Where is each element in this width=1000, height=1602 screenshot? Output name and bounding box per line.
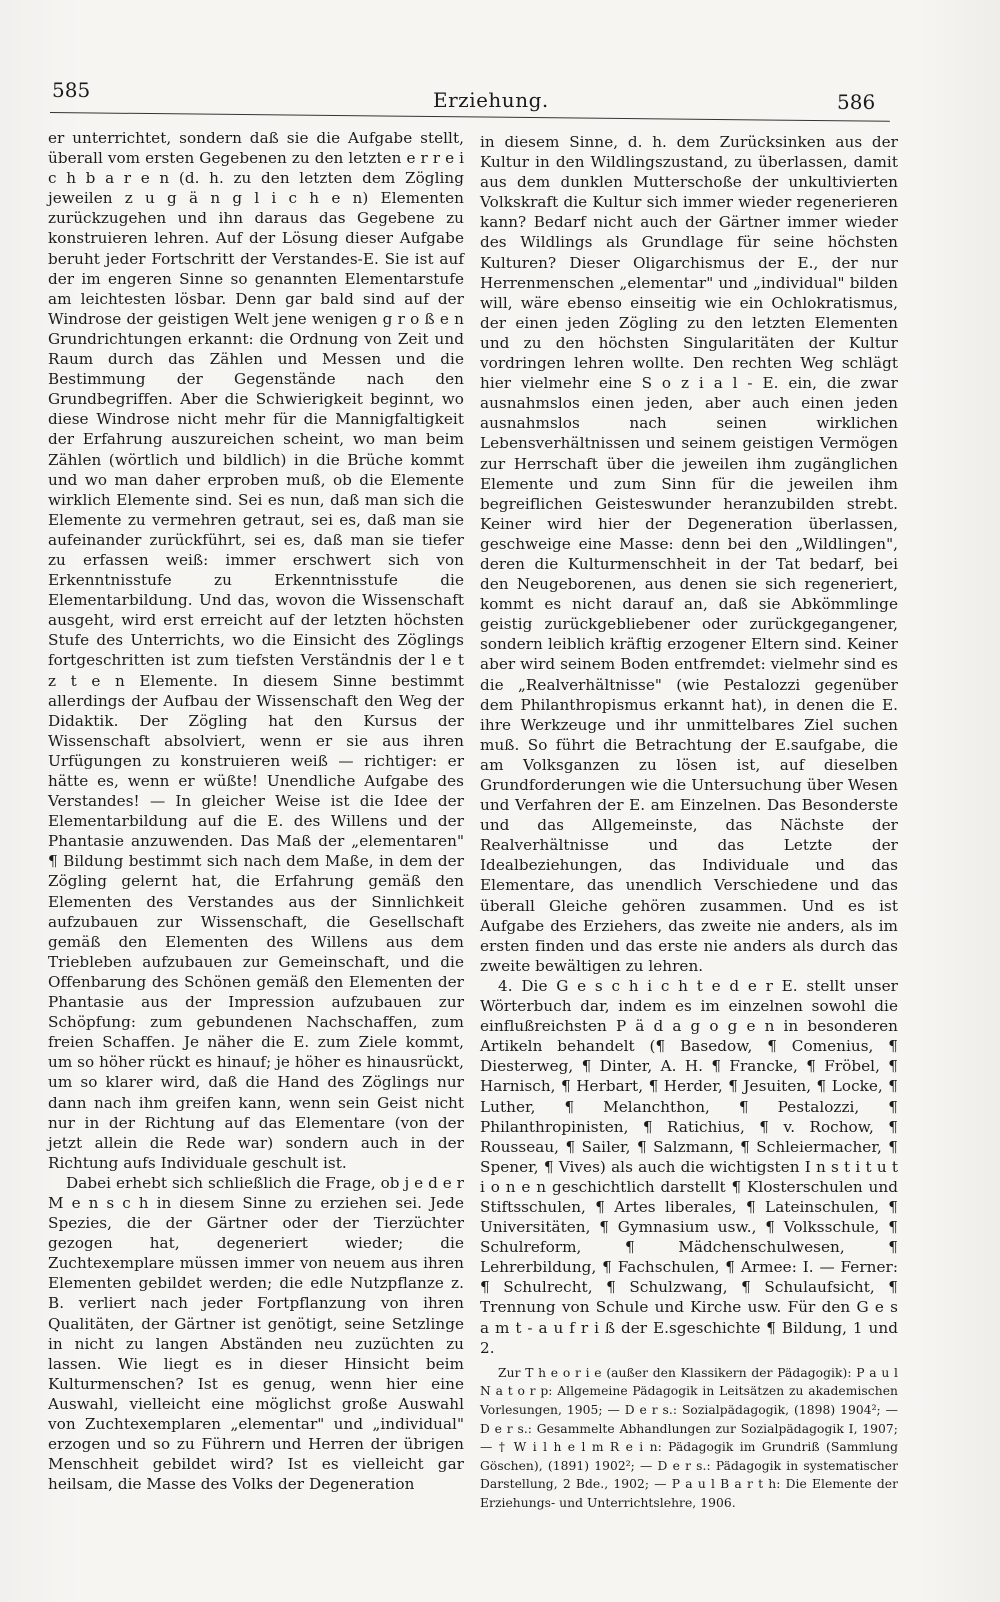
page-number-left: 585 bbox=[52, 78, 91, 102]
left-column bbox=[48, 128, 464, 1494]
paragraph: in diesem Sinne, d. h. dem Zurücksinken aus der Kultur in den Wildlingszustand, zu überlassen, damit aus dem dunklen Mutterschoße der unkultivierten Volkskraft die Kultur sich immer wieder regenerieren kann? Bedarf nicht auch der Gärtner immer wieder des Wildlings als Grundlage für seine höchsten Kulturen? Dieser Oligarchismus der E., der nur Herrenmenschen „elementar" und „individual" bilden will, wäre ebenso einseitig wie ein Ochlokratismus, der einen jeden Zögling zu den letzten Elementen und zu den höchsten Singularitäten der Kultur vordringen lehren wollte. Den rechten Weg schlägt hier vielmehr eine S o z i a l - E. ein, die zwar ausnahmslos einen jeden, aber auch einen jeden ausnahmslos nach seinen wirklichen Lebensverhältnissen und seinem geistigen Vermögen zur Herrschaft über die jeweilen ihm zugänglichen Elemente und zum Sinn für die jeweilen ihm begreiflichen Geisteswunder heranzubilden strebt. Keiner wird hier der Degeneration überlassen, geschweige eine Masse: denn bei den „Wildlingen", deren die Kulturmenschheit in der Tat bedarf, bei den Neugeborenen, aus denen sie sich regeneriert, kommt es nicht darauf an, daß sie Abkömmlinge geistig zurückgebliebener oder zurückgegangener, sondern leiblich kräftig erzogener Eltern sind. Keiner aber wird seinem Boden entfremdet: vielmehr sind es die „Realverhältnisse" (wie Pestalozzi gegenüber dem Philanthropismus erkannt hat), in denen die E. ihre Werkzeuge und ihr unmittelbares Ziel suchen muß. So führt die Betrachtung der E.saufgabe, die am Volksganzen zu lösen ist, auf dieselben Grundforderungen wie die Untersuchung über Wesen und Verfahren der E. am Einzelnen. Das Besonderste und das Allgemeinste, das Nächste der Realverhältnisse und das Letzte der Idealbeziehungen, das Individuale und das Elementare, das unendlich Verschiedene und das überall Gleiche gehören zusammen. Und es ist Aufgabe des Erziehers, das zweite nie anders, als im ersten finden und das erste nie anders als durch das zweite bewältigen zu lehren. bbox=[480, 133, 898, 975]
running-head: Erziehung. bbox=[433, 88, 549, 112]
right-column bbox=[480, 132, 898, 1512]
header-rule bbox=[50, 112, 890, 122]
paragraph: 4. Die G e s c h i c h t e d e r E. stellt unser Wörterbuch dar, indem es im einzelnen sowohl die einflußreichsten P ä d a g o g e n in besonderen Artikeln behandelt (¶ Basedow, ¶ Comenius, ¶ Diesterweg, ¶ Dinter, A. H. ¶ Francke, ¶ Fröbel, ¶ Harnisch, ¶ Herbart, ¶ Herder, ¶ Jesuiten, ¶ Locke, ¶ Luther, ¶ Melanchthon, ¶ Pestalozzi, ¶ Philanthropinisten, ¶ Ratichius, ¶ v. Rochow, ¶ Rousseau, ¶ Sailer, ¶ Salzmann, ¶ Schleiermacher, ¶ Spener, ¶ Vives) als auch die wichtigsten I n s t i t u t i o n e n geschichtlich darstellt ¶ Klosterschulen und Stiftsschulen, ¶ Artes liberales, ¶ Lateinschulen, ¶ Universitäten, ¶ Gymnasium usw., ¶ Volksschule, ¶ Schulreform, ¶ Mädchenschulwesen, ¶ Lehrerbildung, ¶ Fachschulen, ¶ Armee: I. — Ferner: ¶ Schulrecht, ¶ Schulzwang, ¶ Schulaufsicht, ¶ Trennung von Schule und Kirche usw. Für den G e s a m t - a u f r i ß der E.sgeschichte ¶ Bildung, 1 und 2. bbox=[480, 976, 898, 1357]
paragraph: Dabei erhebt sich schließlich die Frage, ob j e d e r M e n s c h in diesem Sinne zu erziehen sei. Jede Spezies, die der Gärtner oder der Tierzüchter gezogen hat, degeneriert wieder; die Zuchtexemplare müssen immer von neuem aus ihren Elementen gebildet werden; die edle Nutzpflanze z. B. verliert nach jeder Fortpflanzung von ihren Qualitäten, der Gärtner ist genötigt, seine Setzlinge in nicht zu langen Abständen neu zuzüchten zu lassen. Wie liegt es in dieser Hinsicht beim Kulturmenschen? Ist es genug, wenn hier eine Auswahl, vielleicht eine möglichst große Auswahl von Zuchtexemplaren „elementar" und „individual" erzogen und so zu Führern und Herren der übrigen Menschheit gebildet wird? Ist es vielleicht gar heilsam, die Masse des Volks der Degeneration bbox=[48, 1173, 464, 1494]
page-number-right: 586 bbox=[837, 90, 876, 114]
paragraph: er unterrichtet, sondern daß sie die Aufgabe stellt, überall vom ersten Gegebenen zu den letzten e r r e i c h b a r e n (d. h. zu den letzten dem Zögling jeweilen z u g ä n g l i c h e n) Elementen zurückzugehen und ihn daraus das Gegebene zu konstruieren lehren. Auf der Lösung dieser Aufgabe beruht jeder Fortschritt der Verstandes-E. Sie ist auf der im engeren Sinne so genannten Elementarstufe am leichtesten lösbar. Denn gar bald sind auf der Windrose der geistigen Welt jene wenigen g r o ß e n Grundrichtungen erkannt: die Ordnung von Zeit und Raum durch das Zählen und Messen und die Bestimmung der Gegenstände nach den Grundbegriffen. Aber die Schwierigkeit beginnt, wo diese Windrose nicht mehr für die Mannigfaltigkeit der Erfahrung auszureichen scheint, wo man beim Zählen (wörtlich und bildlich) in die Brüche kommt und wo man daher erproben muß, ob die Elemente wirklich Elemente sind. Sei es nun, daß man sich die Elemente zu vermehren getraut, sei es, daß man sie aufeinander zurückführt, sei es, daß man sie tiefer zu erfassen weiß: immer erschwert sich von Erkenntnisstufe zu Erkenntnisstufe die Elementarbildung. Und das, wovon die Wissenschaft ausgeht, wird erst erreicht auf der letzten höchsten Stufe des Unterrichts, wo die Einsicht des Zöglings fortgeschritten ist zum tiefsten Verständnis der l e t z t e n Elemente. In diesem Sinne bestimmt allerdings der Aufbau der Wissenschaft den Weg der Didaktik. Der Zögling hat den Kursus der Wissenschaft absolviert, wenn er sie aus ihren Urfügungen zu konstruieren weiß — richtiger: er hätte es, wenn er wüßte! Unendliche Aufgabe des Verstandes! — In gleicher Weise ist die Idee der Elementarbildung auf die E. des Willens und der Phantasie anzuwenden. Das Maß der „elementaren" ¶ Bildung bestimmt sich nach dem Maße, in dem der Zögling gelernt hat, die Erfahrung gemäß den Elementen des Verstandes aus der Sinnlichkeit aufzubauen zur Wissenschaft, die Gesellschaft gemäß den Elementen des Willens aus dem Triebleben aufzubauen zur Gemeinschaft, und die Offenbarung des Schönen gemäß den Elementen der Phantasie aus der Impression aufzubauen zur Schöpfung: zum gebundenen Nachschaffen, zum freien Schaffen. Je näher die E. zum Ziele kommt, um so höher rückt es hinauf; je höher es hinausrückt, um so klarer wird, daß die Hand des Zöglings nur dann nach ihm greifen kann, wenn sein Geist nicht nur in der Richtung auf das Elementare (von der jetzt allein die Rede war) sondern auch in der Richtung aufs Individuale geschult ist. bbox=[48, 129, 464, 1172]
bibliography: Zur T h e o r i e (außer den Klassikern der Pädagogik): P a u l N a t o r p: Allgemeine Pädagogik in Leitsätzen zu akademischen Vorlesungen, 1905; — D e r s.: Sozialpädagogik, (1898) 1904²; — D e r s.: Gesammelte Abhandlungen zur Sozialpädagogik I, 1907; — † W i l h e l m R e i n: Pädagogik im Grundriß (Sammlung Göschen), (1891) 1902²; — D e r s.: Pädagogik in systematischer Darstellung, 2 Bde., 1902; — P a u l B a r t h: Die Elemente der Erziehungs- und Unterrichtslehre, 1906. bbox=[480, 1365, 898, 1510]
